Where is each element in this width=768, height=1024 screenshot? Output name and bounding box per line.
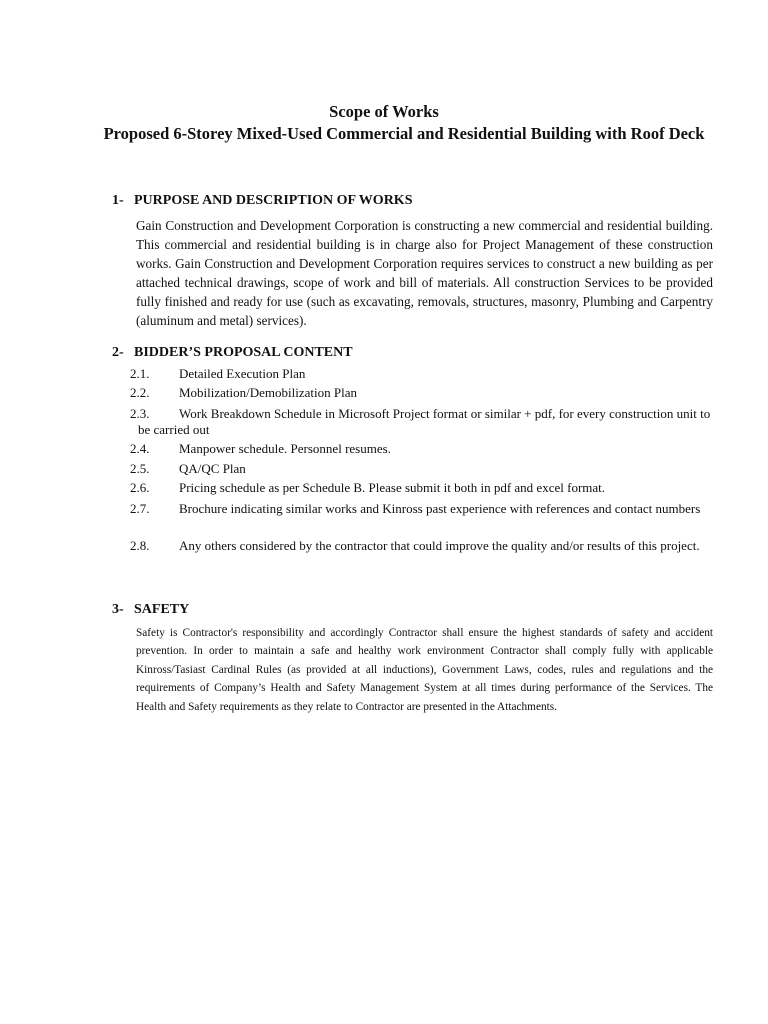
list-item [130, 501, 720, 517]
list-item [130, 385, 720, 401]
list-item-text: Mobilization/Demobilization Plan [179, 385, 358, 400]
list-item-text: Work Breakdown Schedule in Microsoft Project format or similar + pdf, for every construction unit to be carried out [138, 406, 711, 437]
doc-subtitle: Proposed 6-Storey Mixed-Used Commercial and Residential Building with Roof Deck [103, 124, 705, 143]
section-3-heading [112, 602, 189, 618]
list-item-number: 2.8. [130, 538, 150, 553]
section-1-title: PURPOSE AND DESCRIPTION OF WORKS [134, 193, 413, 208]
list-item-number: 2.2. [130, 385, 150, 400]
list-item-text: Any others considered by the contractor that could improve the quality and/or results of this project. [179, 538, 700, 553]
section-3-paragraph: Safety is Contractor's responsibility and accordingly Contractor shall ensure the highest standards of safety and accident prevention. In order to maintain a safe and healthy work environment Contractor shall comply fully with applicable Kinross/Tasiast Cardinal Rules (as provided at all inductions), Government Laws, codes, rules and regulations and the requirements of Company’s Health and Safety Management System at all times during performance of the Services. The Health and Safety requirements as they relate to Contractor are presented in the Attachments. [136, 627, 713, 713]
section-1-number: 1- [112, 193, 124, 208]
list-item [130, 441, 720, 457]
list-item-number: 2.5. [130, 461, 150, 476]
doc-title: Scope of Works [329, 102, 439, 121]
list-item [130, 480, 720, 496]
list-item-text: Manpower schedule. Personnel resumes. [179, 441, 391, 456]
section-1-heading [112, 193, 412, 209]
section-2-number: 2- [112, 345, 124, 360]
list-item-number: 2.3. [130, 406, 150, 421]
section-3-title: SAFETY [134, 602, 190, 617]
list-item-text: Detailed Execution Plan [179, 366, 306, 381]
list-item-text: QA/QC Plan [179, 461, 246, 476]
list-item [130, 461, 720, 477]
list-item-number: 2.6. [130, 480, 150, 495]
list-item-text: Pricing schedule as per Schedule B. Please submit it both in pdf and excel format. [179, 480, 606, 495]
list-item [130, 538, 720, 554]
section-1-paragraph: Gain Construction and Development Corporation is constructing a new commercial and residential building. This commercial and residential building is in charge also for Project Management of these construction works. Gain Construction and Development Corporation requires services to construct a new building as per attached technical drawings, scope of work and bill of materials. All construction Services to be provided fully finished and ready for use (such as excavating, removals, structures, masonry, Plumbing and Carpentry (aluminum and metal) services). [136, 218, 713, 328]
list-item [130, 366, 720, 382]
list-item-number: 2.4. [130, 441, 150, 456]
section-2-title: BIDDER’S PROPOSAL CONTENT [134, 345, 353, 360]
section-3-number: 3- [112, 602, 124, 617]
section-2-heading [112, 345, 353, 361]
list-item-number: 2.1. [130, 366, 150, 381]
list-item-text: Brochure indicating similar works and Kinross past experience with references and contact numbers [179, 501, 701, 516]
list-item [130, 406, 720, 437]
list-item-number: 2.7. [130, 501, 150, 516]
